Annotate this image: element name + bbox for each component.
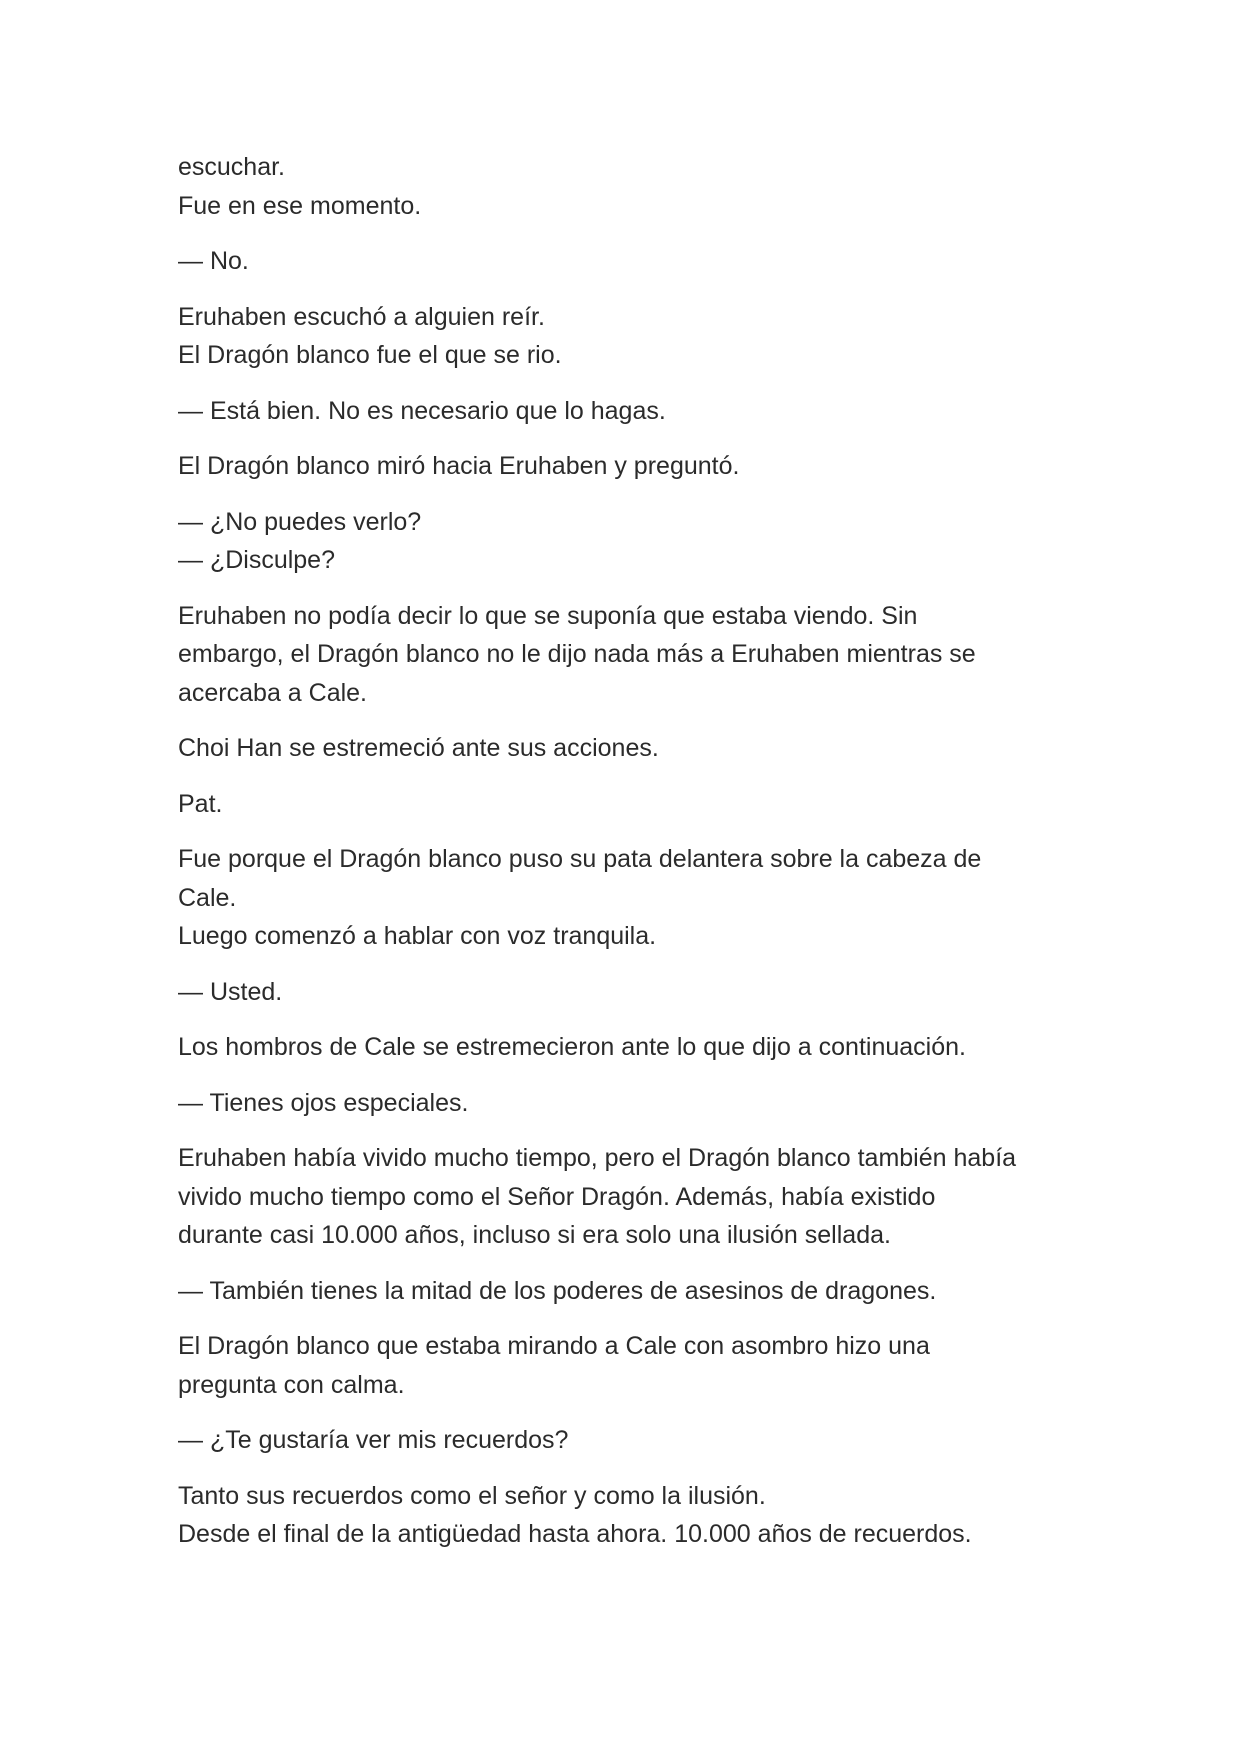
text-line: Choi Han se estremeció ante sus acciones. (178, 734, 659, 762)
text-line: — ¿Disculpe? (178, 546, 335, 574)
paragraph (178, 447, 1078, 486)
text-line: — Está bien. No es necesario que lo hagas. (178, 396, 666, 425)
paragraph (178, 503, 1078, 580)
paragraph (178, 1272, 1078, 1311)
text-line: — También tienes la mitad de los poderes de asesinos de dragones. (178, 1276, 937, 1305)
text-line: vivido mucho tiempo como el Señor Dragón. Además, había existido (178, 1182, 936, 1211)
text-line: durante casi 10.000 años, incluso si era solo una ilusión sellada. (178, 1221, 891, 1249)
text-line: Eruhaben no podía decir lo que se suponía que estaba viendo. Sin (178, 601, 918, 630)
text-line: Fue porque el Dragón blanco puso su pata delantera sobre la cabeza de (178, 845, 982, 873)
text-line: Desde el final de la antigüedad hasta ahora. 10.000 años de recuerdos. (178, 1520, 972, 1548)
paragraph (178, 1084, 1078, 1123)
paragraph (178, 840, 1078, 956)
text-line: Eruhaben escuchó a alguien reír. (178, 302, 545, 331)
text-line: Los hombros de Cale se estremecieron ante lo que dijo a continuación. (178, 1033, 966, 1061)
text-line: escuchar. (178, 153, 286, 181)
text-line: Luego comenzó a hablar con voz tranquila. (178, 922, 657, 950)
paragraph (178, 1028, 1078, 1067)
text-line: Tanto sus recuerdos como el señor y como la ilusión. (178, 1481, 766, 1510)
text-line: — ¿No puedes verlo? (178, 507, 422, 536)
text-line: Cale. (178, 883, 237, 912)
document-body (178, 148, 1078, 1571)
paragraph (178, 973, 1078, 1012)
text-line: — Tienes ojos especiales. (178, 1088, 469, 1117)
paragraph (178, 148, 1078, 225)
text-line: pregunta con calma. (178, 1370, 405, 1399)
paragraph (178, 298, 1078, 375)
text-line: El Dragón blanco miró hacia Eruhaben y preguntó. (178, 452, 740, 480)
text-line: Pat. (178, 789, 223, 818)
paragraph (178, 729, 1078, 768)
text-line: — No. (178, 247, 249, 275)
text-line: El Dragón blanco fue el que se rio. (178, 341, 562, 369)
text-line: acercaba a Cale. (178, 678, 368, 707)
text-line: — Usted. (178, 977, 283, 1006)
text-line: El Dragón blanco que estaba mirando a Cale con asombro hizo una (178, 1332, 930, 1360)
paragraph (178, 1327, 1078, 1404)
paragraph (178, 597, 1078, 713)
paragraph (178, 785, 1078, 824)
paragraph (178, 1421, 1078, 1460)
text-line: Fue en ese momento. (178, 191, 422, 220)
text-line: — ¿Te gustaría ver mis recuerdos? (178, 1426, 569, 1454)
paragraph (178, 1139, 1078, 1255)
paragraph (178, 242, 1078, 281)
paragraph (178, 1477, 1078, 1554)
text-line: Eruhaben había vivido mucho tiempo, pero el Dragón blanco también había (178, 1144, 1017, 1172)
text-line: embargo, el Dragón blanco no le dijo nada más a Eruhaben mientras se (178, 640, 976, 668)
paragraph (178, 392, 1078, 431)
